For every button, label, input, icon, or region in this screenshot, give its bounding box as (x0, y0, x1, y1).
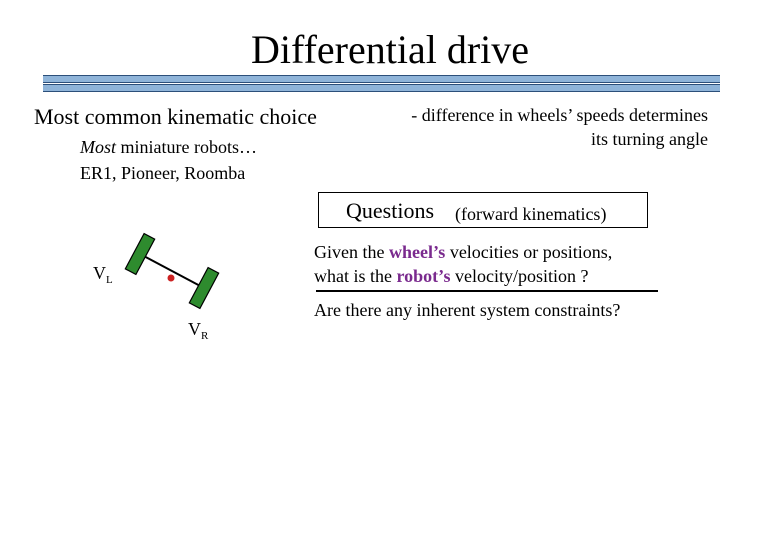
left-wheel (125, 234, 154, 275)
differential-drive-diagram (120, 232, 230, 322)
left-wheel-shape (125, 234, 154, 275)
left-wheel-velocity-label (93, 262, 113, 291)
question-text: velocities or positions, (445, 242, 613, 262)
question-line (314, 240, 612, 264)
velocity-subscript: R (201, 330, 209, 342)
velocity-letter: V (93, 263, 106, 283)
question-text: velocity/position ? (450, 266, 589, 286)
title-underline-bar (43, 75, 720, 83)
right-wheel-shape (189, 268, 218, 309)
question-divider (316, 290, 658, 292)
question-constraints: Are there any inherent system constraints? (314, 300, 621, 320)
robots-text-rest: miniature robots… (116, 137, 257, 157)
question-text: Given the (314, 242, 389, 262)
velocity-letter: V (188, 319, 201, 339)
robot-center-point (168, 275, 175, 282)
robot-examples: ER1, Pioneer, Roomba (80, 163, 246, 183)
velocity-subscript: L (106, 274, 113, 286)
turning-description (411, 103, 708, 151)
question-line (314, 264, 612, 288)
slide-title: Differential drive (250, 27, 530, 72)
kinematic-choice-heading: Most common kinematic choice (34, 104, 317, 129)
questions-label: Questions (346, 198, 434, 223)
turning-description-line: - difference in wheels’ speeds determines (411, 105, 708, 125)
robot-emphasis: robot’s (396, 266, 451, 286)
robot-axle (140, 254, 204, 288)
wheel-emphasis: wheel’s (388, 242, 446, 262)
right-wheel-velocity-label (188, 318, 208, 347)
robots-emphasis: Most (80, 137, 116, 157)
right-wheel (189, 268, 218, 309)
questions-subtitle: (forward kinematics) (455, 204, 607, 224)
question-velocity (314, 240, 612, 288)
title-underline-bar (43, 84, 720, 92)
turning-description-line: its turning angle (591, 129, 708, 149)
questions-box (318, 192, 648, 228)
question-text: what is the (314, 266, 397, 286)
robots-text (80, 136, 257, 158)
